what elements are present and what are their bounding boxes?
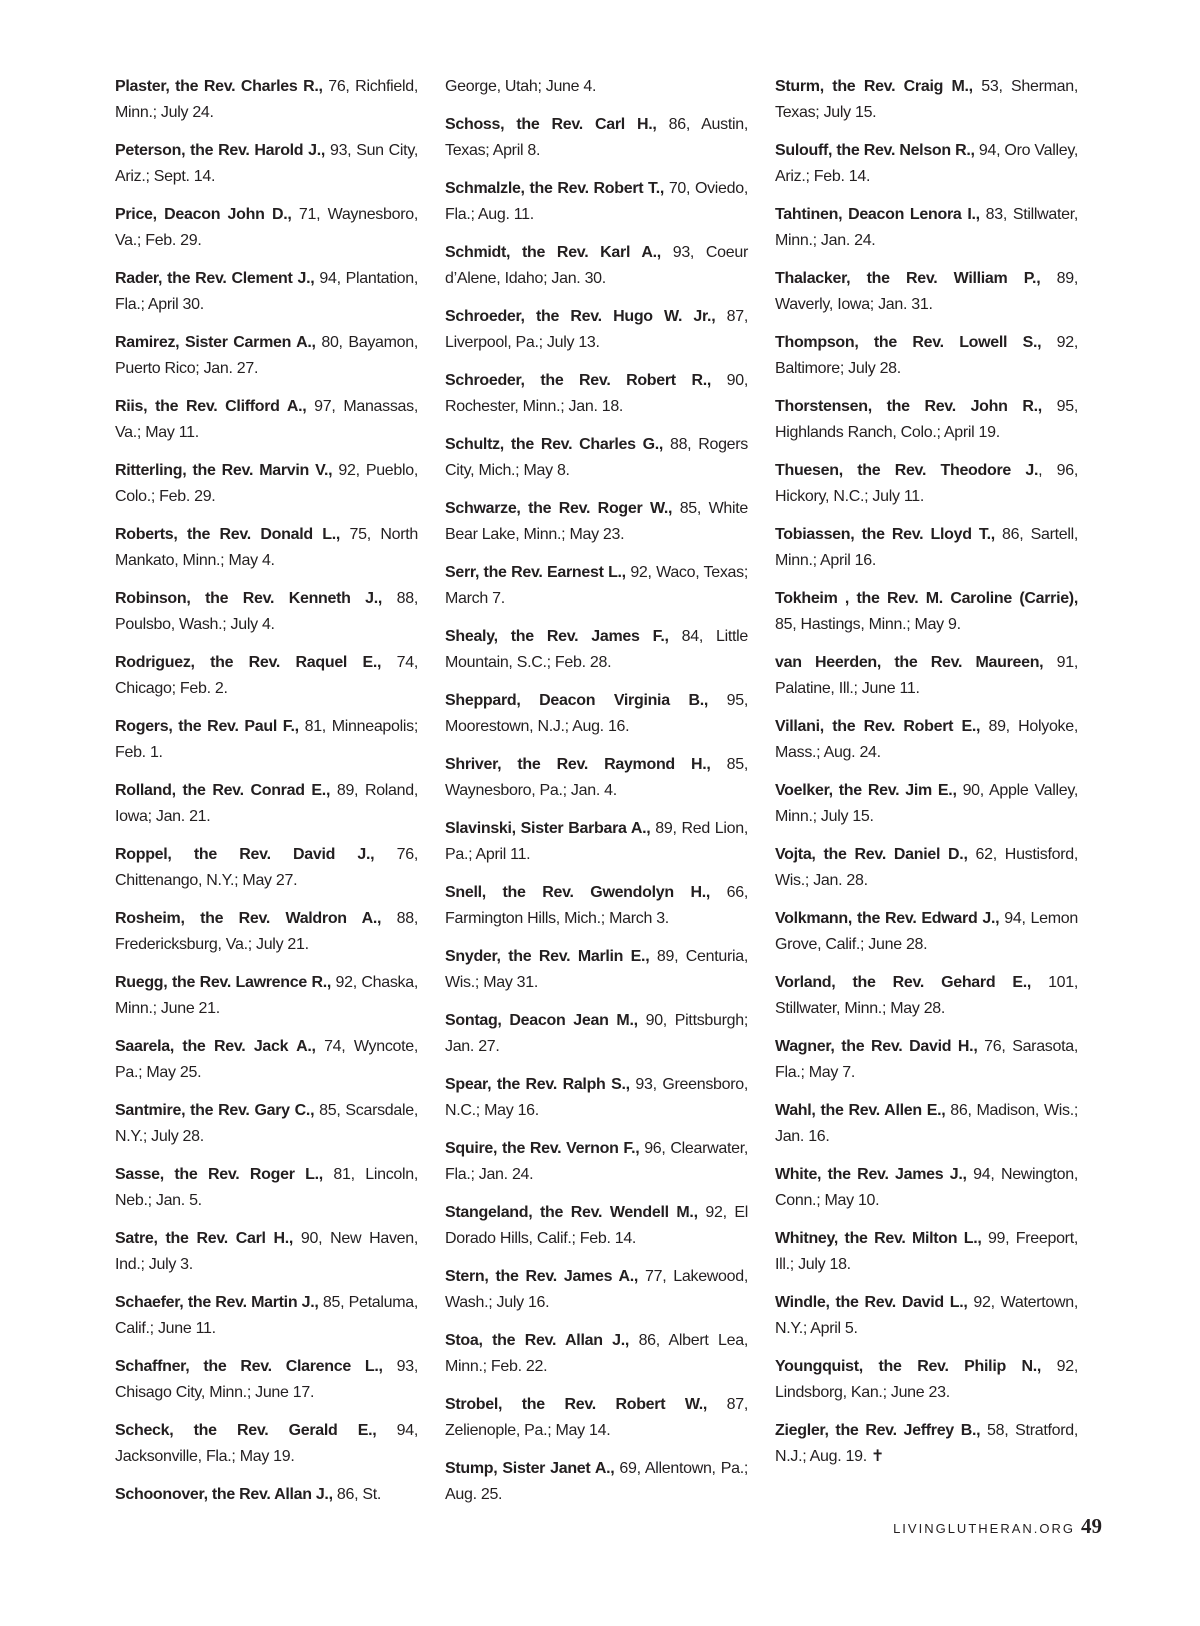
- obituary-entry: [445, 944, 748, 996]
- entry-name: Villani, the Rev. Robert E.,: [775, 718, 981, 735]
- entry-name: Serr, the Rev. Earnest L.,: [445, 564, 626, 581]
- entry-details: 81, Lincoln, Neb.; Jan. 5.: [115, 1166, 418, 1209]
- entry-details: 86, Austin, Texas; April 8.: [445, 116, 748, 159]
- entry-details: 87, Liverpool, Pa.; July 13.: [445, 308, 748, 351]
- obituary-entry: [445, 624, 748, 676]
- entry-details: 89, Waverly, Iowa; Jan. 31.: [775, 270, 1079, 313]
- entry-name: Schroeder, the Rev. Robert R.,: [445, 372, 712, 389]
- entry-details: 92, Baltimore; July 28.: [775, 334, 1078, 377]
- obituary-entry: [115, 330, 418, 382]
- entry-details: 91, Palatine, Ill.; June 11.: [775, 654, 1078, 697]
- entry-details: 90, Apple Valley, Minn.; July 15.: [775, 782, 1078, 825]
- entry-name: Shealy, the Rev. James F.,: [445, 628, 669, 645]
- entry-details: 86, Sartell, Minn.; April 16.: [775, 526, 1078, 569]
- obituary-entry: [115, 1034, 418, 1086]
- obituary-entry: [115, 842, 418, 894]
- entry-name: Santmire, the Rev. Gary C.,: [115, 1102, 315, 1119]
- obituary-entry: [775, 906, 1078, 958]
- entry-name: Sasse, the Rev. Roger L.,: [115, 1166, 323, 1183]
- obituary-entry: [775, 522, 1078, 574]
- entry-details: 81, Minneapolis; Feb. 1.: [115, 718, 418, 761]
- entry-details: 92, Pueblo, Colo.; Feb. 29.: [115, 462, 418, 505]
- entry-name: White, the Rev. James J.,: [775, 1166, 967, 1183]
- obituary-entry: [445, 112, 748, 164]
- entry-name: Ziegler, the Rev. Jeffrey B.,: [775, 1422, 981, 1439]
- obituary-entry: [445, 816, 748, 868]
- obituary-entry: [115, 906, 418, 958]
- entry-name: Snell, the Rev. Gwendolyn H.,: [445, 884, 711, 901]
- entry-name: Schwarze, the Rev. Roger W.,: [445, 500, 673, 517]
- entry-name: Snyder, the Rev. Marlin E.,: [445, 948, 650, 965]
- obituary-entry: [445, 176, 748, 228]
- obituary-entry: [445, 560, 748, 612]
- entry-name: Thalacker, the Rev. William P.,: [775, 270, 1041, 287]
- entry-name: Thuesen, the Rev. Theodore J.: [775, 462, 1039, 479]
- entry-details: 69, Allentown, Pa.; Aug. 25.: [445, 1460, 748, 1503]
- entry-details: 75, North Mankato, Minn.; May 4.: [115, 526, 418, 569]
- entry-name: Stangeland, the Rev. Wendell M.,: [445, 1204, 698, 1221]
- entry-name: Schultz, the Rev. Charles G.,: [445, 436, 664, 453]
- entry-details: 89, Red Lion, Pa.; April 11.: [445, 820, 748, 863]
- obituary-entry: [775, 330, 1078, 382]
- entry-name: Sontag, Deacon Jean M.,: [445, 1012, 638, 1029]
- obituary-entry: [775, 266, 1078, 318]
- entry-details: 92, Lindsborg, Kan.; June 23.: [775, 1358, 1078, 1401]
- obituary-entry: [445, 880, 748, 932]
- obituary-entry: [445, 1264, 748, 1316]
- entry-details: 90, New Haven, Ind.; July 3.: [115, 1230, 418, 1273]
- entry-details: 94, Plantation, Fla.; April 30.: [115, 270, 418, 313]
- obituary-entry: [445, 74, 748, 100]
- entry-name: Peterson, the Rev. Harold J.,: [115, 142, 326, 159]
- obituary-entry: [775, 1290, 1078, 1342]
- obituary-entry: [775, 394, 1078, 446]
- entry-name: Shriver, the Rev. Raymond H.,: [445, 756, 711, 773]
- entry-details: 96, Clearwater, Fla.; Jan. 24.: [445, 1140, 748, 1183]
- entry-name: Wagner, the Rev. David H.,: [775, 1038, 978, 1055]
- entry-name: Stern, the Rev. James A.,: [445, 1268, 639, 1285]
- entry-details: 89, Holyoke, Mass.; Aug. 24.: [775, 718, 1078, 761]
- page-number: 49: [1081, 1514, 1102, 1538]
- entry-details: 90, Pittsburgh; Jan. 27.: [445, 1012, 748, 1055]
- entry-name: Youngquist, the Rev. Philip N.,: [775, 1358, 1042, 1375]
- entry-name: Saarela, the Rev. Jack A.,: [115, 1038, 316, 1055]
- obituary-entry: [115, 1418, 418, 1470]
- obituary-entry: [775, 714, 1078, 766]
- obituary-entry: [115, 1290, 418, 1342]
- obituary-entry: [445, 496, 748, 548]
- obituary-entry: [775, 970, 1078, 1022]
- entry-details: 77, Lakewood, Wash.; July 16.: [445, 1268, 748, 1311]
- entry-details: 101, Stillwater, Minn.; May 28.: [775, 974, 1079, 1017]
- entry-name: Roppel, the Rev. David J.,: [115, 846, 375, 863]
- entry-details: 94, Oro Valley, Ariz.; Feb. 14.: [775, 142, 1078, 185]
- obituary-entry: [445, 688, 748, 740]
- entry-name: Riis, the Rev. Clifford A.,: [115, 398, 307, 415]
- obituary-entry: [775, 650, 1078, 702]
- obituary-entry: [115, 778, 418, 830]
- entry-details: 87, Zelienople, Pa.; May 14.: [445, 1396, 748, 1439]
- entry-name: Vorland, the Rev. Gehard E.,: [775, 974, 1032, 991]
- entry-details: 93, Greensboro, N.C.; May 16.: [445, 1076, 748, 1119]
- entry-name: Rolland, the Rev. Conrad E.,: [115, 782, 331, 799]
- obituary-entry: [775, 1098, 1078, 1150]
- entry-details: 92, Chaska, Minn.; June 21.: [115, 974, 418, 1017]
- entry-details: 58, Stratford, N.J.; Aug. 19. ✝: [775, 1422, 1078, 1465]
- entry-name: Price, Deacon John D.,: [115, 206, 292, 223]
- entry-details: 85, Waynesboro, Pa.; Jan. 4.: [445, 756, 748, 799]
- entry-details: 88, Fredericksburg, Va.; July 21.: [115, 910, 418, 953]
- entry-details: 94, Newington, Conn.; May 10.: [775, 1166, 1078, 1209]
- entry-name: Ritterling, the Rev. Marvin V.,: [115, 462, 333, 479]
- entry-details: 93, Sun City, Ariz.; Sept. 14.: [115, 142, 418, 185]
- entry-name: Scheck, the Rev. Gerald E.,: [115, 1422, 377, 1439]
- entry-details: 74, Wyncote, Pa.; May 25.: [115, 1038, 419, 1081]
- entry-details: 85, Hastings, Minn.; May 9.: [775, 616, 961, 633]
- entry-details: 80, Bayamon, Puerto Rico; Jan. 27.: [115, 334, 418, 377]
- entry-name: Schroeder, the Rev. Hugo W. Jr.,: [445, 308, 716, 325]
- site-url: LIVINGLUTHERAN.ORG: [893, 1521, 1075, 1536]
- entry-name: Sturm, the Rev. Craig M.,: [775, 78, 973, 95]
- entry-details: 92, Watertown, N.Y.; April 5.: [775, 1294, 1078, 1337]
- obituary-entry: [115, 266, 418, 318]
- entry-details: , 96, Hickory, N.C.; July 11.: [775, 462, 1078, 505]
- obituary-entry: [115, 970, 418, 1022]
- entry-details: 95, Moorestown, N.J.; Aug. 16.: [445, 692, 748, 735]
- entry-details: 86, St.: [332, 1486, 382, 1503]
- entry-name: Rader, the Rev. Clement J.,: [115, 270, 315, 287]
- entry-details: 90, Rochester, Minn.; Jan. 18.: [445, 372, 748, 415]
- entry-name: Sulouff, the Rev. Nelson R.,: [775, 142, 975, 159]
- entry-details: 92, Waco, Texas; March 7.: [445, 564, 748, 607]
- entry-name: Voelker, the Rev. Jim E.,: [775, 782, 957, 799]
- entry-details: 89, Centuria, Wis.; May 31.: [445, 948, 749, 991]
- entry-details: 89, Roland, Iowa; Jan. 21.: [115, 782, 418, 825]
- entry-name: Ramirez, Sister Carmen A.,: [115, 334, 316, 351]
- entry-name: Schaffner, the Rev. Clarence L.,: [115, 1358, 383, 1375]
- entry-name: Volkmann, the Rev. Edward J.,: [775, 910, 1000, 927]
- entry-details: 94, Lemon Grove, Calif.; June 28.: [775, 910, 1078, 953]
- column-2: [445, 74, 748, 1520]
- entry-name: Rosheim, the Rev. Waldron A.,: [115, 910, 382, 927]
- obituary-entry: [115, 394, 418, 446]
- entry-name: Spear, the Rev. Ralph S.,: [445, 1076, 630, 1093]
- obituary-entry: [115, 138, 418, 190]
- entry-name: Rogers, the Rev. Paul F.,: [115, 718, 299, 735]
- obituary-entry: [115, 1482, 418, 1508]
- entry-details: 86, Albert Lea, Minn.; Feb. 22.: [445, 1332, 748, 1375]
- entry-name: Squire, the Rev. Vernon F.,: [445, 1140, 640, 1157]
- obituary-entry: [775, 1162, 1078, 1214]
- entry-details: 97, Manassas, Va.; May 11.: [115, 398, 418, 441]
- obituary-entry: [445, 304, 748, 356]
- entry-name: Thompson, the Rev. Lowell S.,: [775, 334, 1042, 351]
- entry-details: 53, Sherman, Texas; July 15.: [775, 78, 1078, 121]
- entry-name: Tobiassen, the Rev. Lloyd T.,: [775, 526, 995, 543]
- entry-name: van Heerden, the Rev. Maureen,: [775, 654, 1044, 671]
- entry-name: Stoa, the Rev. Allan J.,: [445, 1332, 630, 1349]
- obituary-entry: [775, 778, 1078, 830]
- page-footer: [893, 1514, 1102, 1539]
- entry-details: 76, Sarasota, Fla.; May 7.: [775, 1038, 1078, 1081]
- obituary-entry: [115, 458, 418, 510]
- entry-name: Ruegg, the Rev. Lawrence R.,: [115, 974, 331, 991]
- entry-name: Schmalzle, the Rev. Robert T.,: [445, 180, 665, 197]
- entry-name: Robinson, the Rev. Kenneth J.,: [115, 590, 383, 607]
- entry-name: Thorstensen, the Rev. John R.,: [775, 398, 1042, 415]
- obituary-entry: [775, 842, 1078, 894]
- entry-details: 94, Jacksonville, Fla.; May 19.: [115, 1422, 418, 1465]
- entry-details: 85, Petaluma, Calif.; June 11.: [115, 1294, 418, 1337]
- obituary-entry: [445, 1328, 748, 1380]
- entry-details: 83, Stillwater, Minn.; Jan. 24.: [775, 206, 1078, 249]
- column-1: [115, 74, 418, 1520]
- entry-details: 84, Little Mountain, S.C.; Feb. 28.: [445, 628, 748, 671]
- entry-details: 62, Hustisford, Wis.; Jan. 28.: [775, 846, 1078, 889]
- entry-name: Slavinski, Sister Barbara A.,: [445, 820, 651, 837]
- obituary-entry: [115, 1226, 418, 1278]
- obituary-entry: [445, 1392, 748, 1444]
- entry-name: Rodriguez, the Rev. Raquel E.,: [115, 654, 382, 671]
- entry-name: Plaster, the Rev. Charles R.,: [115, 78, 323, 95]
- entry-details: 95, Highlands Ranch, Colo.; April 19.: [775, 398, 1078, 441]
- obituary-entry: [115, 1162, 418, 1214]
- obituary-entry: [115, 714, 418, 766]
- obituary-entry: [115, 74, 418, 126]
- obituary-entry: [445, 432, 748, 484]
- entry-details: 86, Madison, Wis.; Jan. 16.: [775, 1102, 1078, 1145]
- obituary-entry: [775, 586, 1078, 638]
- obituary-entry: [775, 1354, 1078, 1406]
- entry-details: 85, Scarsdale, N.Y.; July 28.: [115, 1102, 418, 1145]
- entry-name: Strobel, the Rev. Robert W.,: [445, 1396, 708, 1413]
- entry-details: 71, Waynesboro, Va.; Feb. 29.: [115, 206, 418, 249]
- entry-name: Stump, Sister Janet A.,: [445, 1460, 615, 1477]
- entry-name: Roberts, the Rev. Donald L.,: [115, 526, 341, 543]
- entry-name: Tokheim , the Rev. M. Caroline (Carrie),: [775, 590, 1078, 607]
- entry-details: 76, Richfield, Minn.; July 24.: [115, 78, 418, 121]
- obituary-entry: [445, 1136, 748, 1188]
- obituary-entry: [115, 650, 418, 702]
- entry-name: Whitney, the Rev. Milton L.,: [775, 1230, 982, 1247]
- obituary-entry: [445, 1456, 748, 1508]
- entry-name: Schmidt, the Rev. Karl A.,: [445, 244, 661, 261]
- obituary-entry: [445, 1200, 748, 1252]
- obituary-entry: [445, 240, 748, 292]
- obituary-entry: [775, 138, 1078, 190]
- entry-details: 85, White Bear Lake, Minn.; May 23.: [445, 500, 748, 543]
- entry-details: 76, Chittenango, N.Y.; May 27.: [115, 846, 418, 889]
- entry-name: Sheppard, Deacon Virginia B.,: [445, 692, 708, 709]
- obituary-entry: [775, 458, 1078, 510]
- entry-details: 99, Freeport, Ill.; July 18.: [775, 1230, 1078, 1273]
- entry-name: Vojta, the Rev. Daniel D.,: [775, 846, 968, 863]
- obituary-entry: [115, 202, 418, 254]
- entry-details: 88, Rogers City, Mich.; May 8.: [445, 436, 748, 479]
- entry-details: 93, Coeur d’Alene, Idaho; Jan. 30.: [445, 244, 748, 287]
- obituary-entry: [445, 368, 748, 420]
- entry-details: George, Utah; June 4.: [445, 78, 597, 95]
- entry-details: 88, Poulsbo, Wash.; July 4.: [115, 590, 418, 633]
- entry-name: Wahl, the Rev. Allen E.,: [775, 1102, 946, 1119]
- obituary-entry: [775, 202, 1078, 254]
- obituary-entry: [775, 1226, 1078, 1278]
- obituary-entry: [445, 1008, 748, 1060]
- obituary-entry: [445, 752, 748, 804]
- obituary-entry: [775, 74, 1078, 126]
- obituary-entry: [445, 1072, 748, 1124]
- obituary-entry: [115, 1354, 418, 1406]
- entry-details: 70, Oviedo, Fla.; Aug. 11.: [445, 180, 748, 223]
- obituary-entry: [115, 522, 418, 574]
- obituary-entry: [115, 586, 418, 638]
- entry-name: Schaefer, the Rev. Martin J.,: [115, 1294, 319, 1311]
- obituary-entry: [115, 1098, 418, 1150]
- column-3: [775, 74, 1078, 1482]
- obituary-entry: [775, 1418, 1078, 1470]
- entry-name: Satre, the Rev. Carl H.,: [115, 1230, 294, 1247]
- entry-name: Schoss, the Rev. Carl H.,: [445, 116, 657, 133]
- entry-name: Schoonover, the Rev. Allan J.,: [115, 1486, 333, 1503]
- entry-details: 93, Chisago City, Minn.; June 17.: [115, 1358, 418, 1401]
- obituary-entry: [775, 1034, 1078, 1086]
- entry-name: Windle, the Rev. David L.,: [775, 1294, 968, 1311]
- entry-name: Tahtinen, Deacon Lenora I.,: [775, 206, 980, 223]
- entry-details: 74, Chicago; Feb. 2.: [115, 654, 418, 697]
- entry-details: 66, Farmington Hills, Mich.; March 3.: [445, 884, 748, 927]
- entry-details: 92, El Dorado Hills, Calif.; Feb. 14.: [445, 1204, 748, 1247]
